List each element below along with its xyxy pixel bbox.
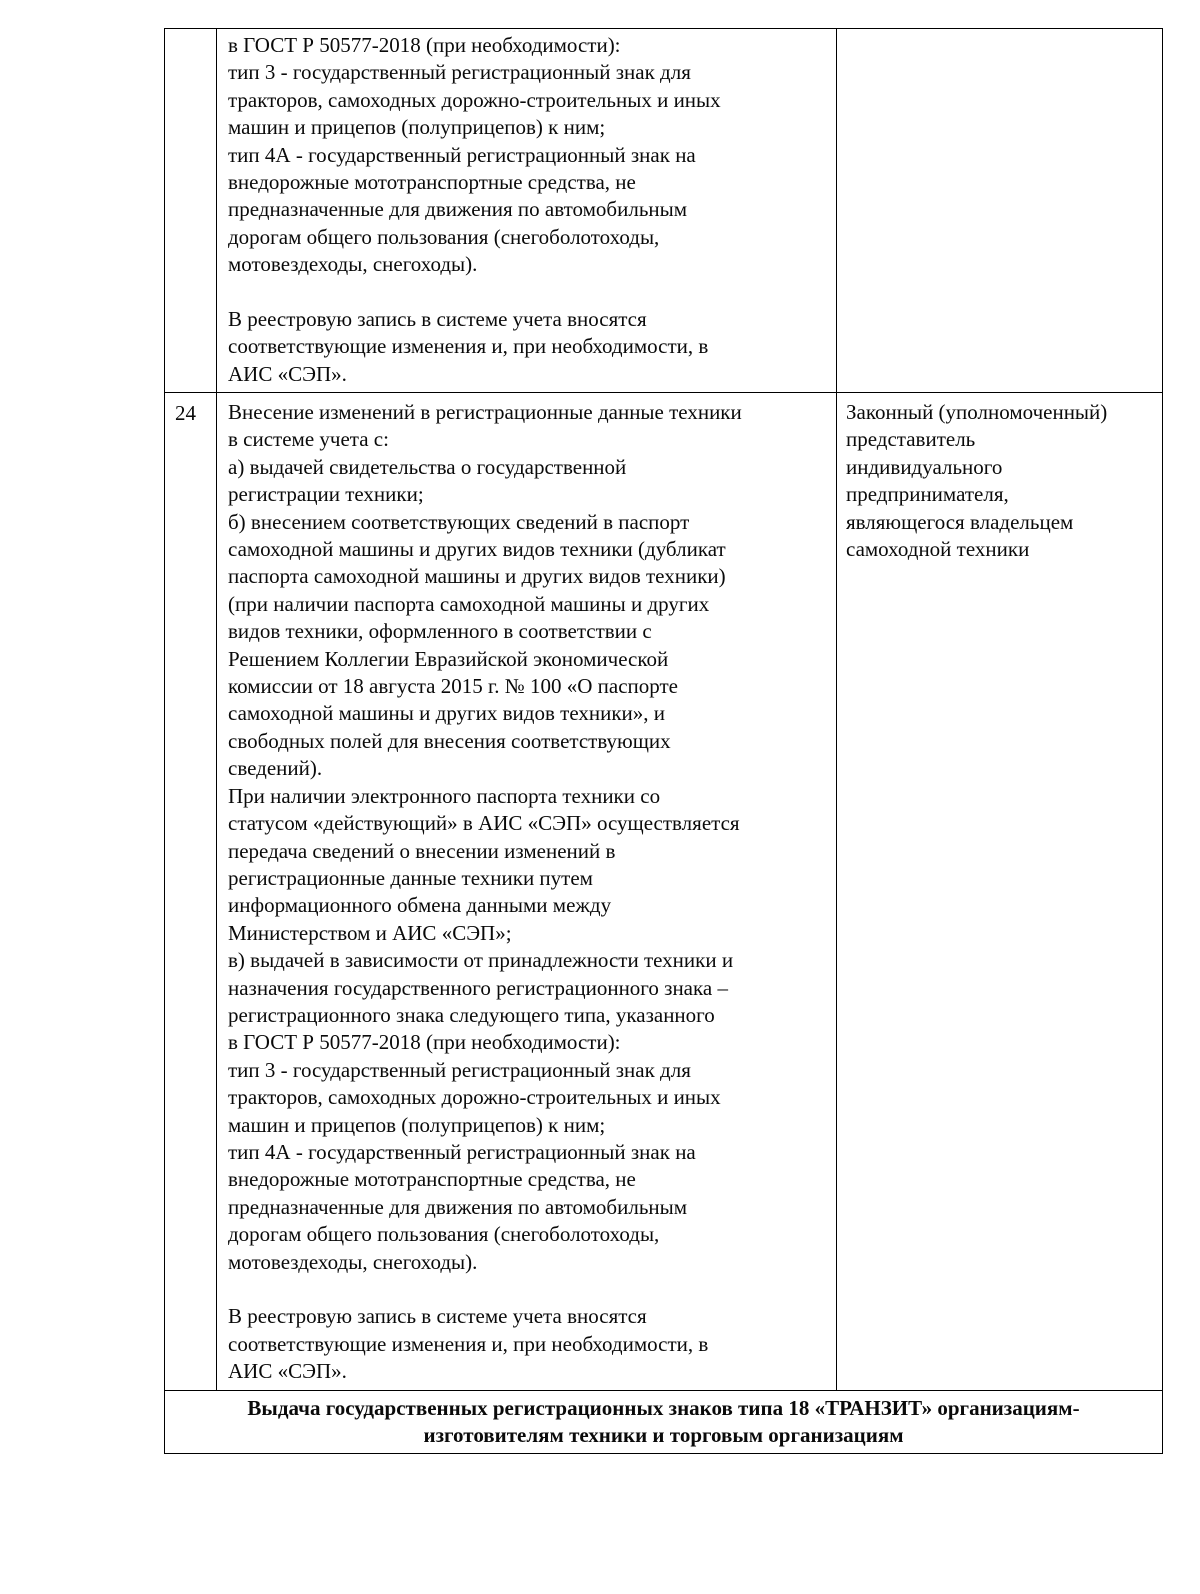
section-heading-line: Выдача государственных регистрационных знаков типа 18 «ТРАНЗИТ» организациям- bbox=[247, 1396, 1080, 1420]
applicant-line: являющегося владельцем bbox=[846, 509, 1074, 534]
row-number-cell bbox=[165, 393, 217, 1391]
description-line: тип 3 - государственный регистрационный знак для bbox=[228, 1057, 691, 1082]
row-number: 24 bbox=[175, 401, 196, 425]
description-line: статусом «действующий» в АИС «СЭП» осуществляется bbox=[228, 811, 740, 836]
description-line: машин и прицепов (полуприцепов) к ним; bbox=[228, 115, 606, 140]
description-line: назначения государственного регистрационного знака – bbox=[228, 975, 728, 1000]
description-line: мотовездеходы, снегоходы). bbox=[228, 252, 478, 277]
description-line: соответствующие изменения и, при необходимости, в bbox=[228, 1331, 709, 1356]
description-line: видов техники, оформленного в соответствии с bbox=[228, 619, 652, 644]
table-row-24 bbox=[165, 393, 1163, 1391]
description-line: дорогам общего пользования (снегоболотоходы, bbox=[228, 1222, 660, 1247]
description-line: АИС «СЭП». bbox=[228, 361, 347, 386]
description-line: самоходной машины и других видов техники (дубликат bbox=[228, 537, 726, 562]
applicant-cell bbox=[837, 393, 1163, 1391]
service-description-cell bbox=[217, 29, 837, 393]
row-number-cell bbox=[165, 29, 217, 393]
description-line: тракторов, самоходных дорожно-строительных и иных bbox=[228, 87, 721, 112]
description-line: тип 3 - государственный регистрационный знак для bbox=[228, 60, 691, 85]
description-line: регистрационные данные техники путем bbox=[228, 865, 593, 890]
applicant-line: представитель bbox=[846, 427, 976, 452]
description-line: а) выдачей свидетельства о государственной bbox=[228, 454, 627, 479]
section-heading-row bbox=[165, 1391, 1163, 1454]
description-line: В реестровую запись в системе учета вносятся bbox=[228, 307, 647, 332]
description-line: Внесение изменений в регистрационные данные техники bbox=[228, 400, 742, 424]
description-line: в ГОСТ Р 50577-2018 (при необходимости): bbox=[228, 1030, 621, 1055]
description-line: При наличии электронного паспорта техники со bbox=[228, 783, 661, 808]
description-line: (при наличии паспорта самоходной машины и других bbox=[228, 591, 710, 616]
description-line: тракторов, самоходных дорожно-строительных и иных bbox=[228, 1085, 721, 1110]
blank-line bbox=[228, 1276, 828, 1303]
table-row-continuation bbox=[165, 29, 1163, 393]
description-line: комиссии от 18 августа 2015 г. № 100 «О паспорте bbox=[228, 674, 678, 699]
description-line: В реестровую запись в системе учета вносятся bbox=[228, 1304, 647, 1329]
section-heading bbox=[165, 1391, 1163, 1454]
description-line: дорогам общего пользования (снегоболотоходы, bbox=[228, 224, 660, 249]
description-line: Решением Коллегии Евразийской экономической bbox=[228, 646, 669, 671]
description-line: внедорожные мототранспортные средства, не bbox=[228, 1167, 636, 1192]
service-description-cell bbox=[217, 393, 837, 1391]
description-line: Министерством и АИС «СЭП»; bbox=[228, 920, 512, 945]
description-line: в системе учета с: bbox=[228, 427, 389, 452]
description-line: соответствующие изменения и, при необходимости, в bbox=[228, 334, 709, 359]
description-line: регистрационного знака следующего типа, указанного bbox=[228, 1002, 715, 1027]
description-line: свободных полей для внесения соответствующих bbox=[228, 728, 671, 753]
description-line: б) внесением соответствующих сведений в паспорт bbox=[228, 509, 690, 534]
description-line: АИС «СЭП». bbox=[228, 1359, 347, 1384]
description-line: тип 4А - государственный регистрационный знак на bbox=[228, 1139, 696, 1164]
description-line: передача сведений о внесении изменений в bbox=[228, 838, 616, 863]
applicant-line: Законный (уполномоченный) bbox=[846, 400, 1108, 424]
applicant-line: предпринимателя, bbox=[846, 482, 1009, 507]
services-table bbox=[164, 28, 1163, 1454]
description-line: предназначенные для движения по автомобильным bbox=[228, 1194, 688, 1219]
description-line: сведений). bbox=[228, 756, 323, 781]
applicant-line: самоходной техники bbox=[846, 537, 1030, 562]
description-line: самоходной машины и других видов техники», и bbox=[228, 701, 666, 726]
description-line: машин и прицепов (полуприцепов) к ним; bbox=[228, 1112, 606, 1137]
blank-line bbox=[228, 279, 828, 306]
description-line: информационного обмена данными между bbox=[228, 893, 612, 918]
description-line: паспорта самоходной машины и других видов техники) bbox=[228, 564, 726, 589]
description-line: предназначенные для движения по автомобильным bbox=[228, 197, 688, 222]
description-line: тип 4А - государственный регистрационный знак на bbox=[228, 142, 696, 167]
description-line: в ГОСТ Р 50577-2018 (при необходимости): bbox=[228, 33, 621, 57]
description-line: регистрации техники; bbox=[228, 482, 424, 507]
section-heading-line: изготовителям техники и торговым организациям bbox=[423, 1423, 904, 1448]
description-line: мотовездеходы, снегоходы). bbox=[228, 1249, 478, 1274]
applicant-cell bbox=[837, 29, 1163, 393]
applicant-line: индивидуального bbox=[846, 454, 1003, 479]
description-line: внедорожные мототранспортные средства, не bbox=[228, 170, 636, 195]
description-line: в) выдачей в зависимости от принадлежности техники и bbox=[228, 948, 734, 973]
